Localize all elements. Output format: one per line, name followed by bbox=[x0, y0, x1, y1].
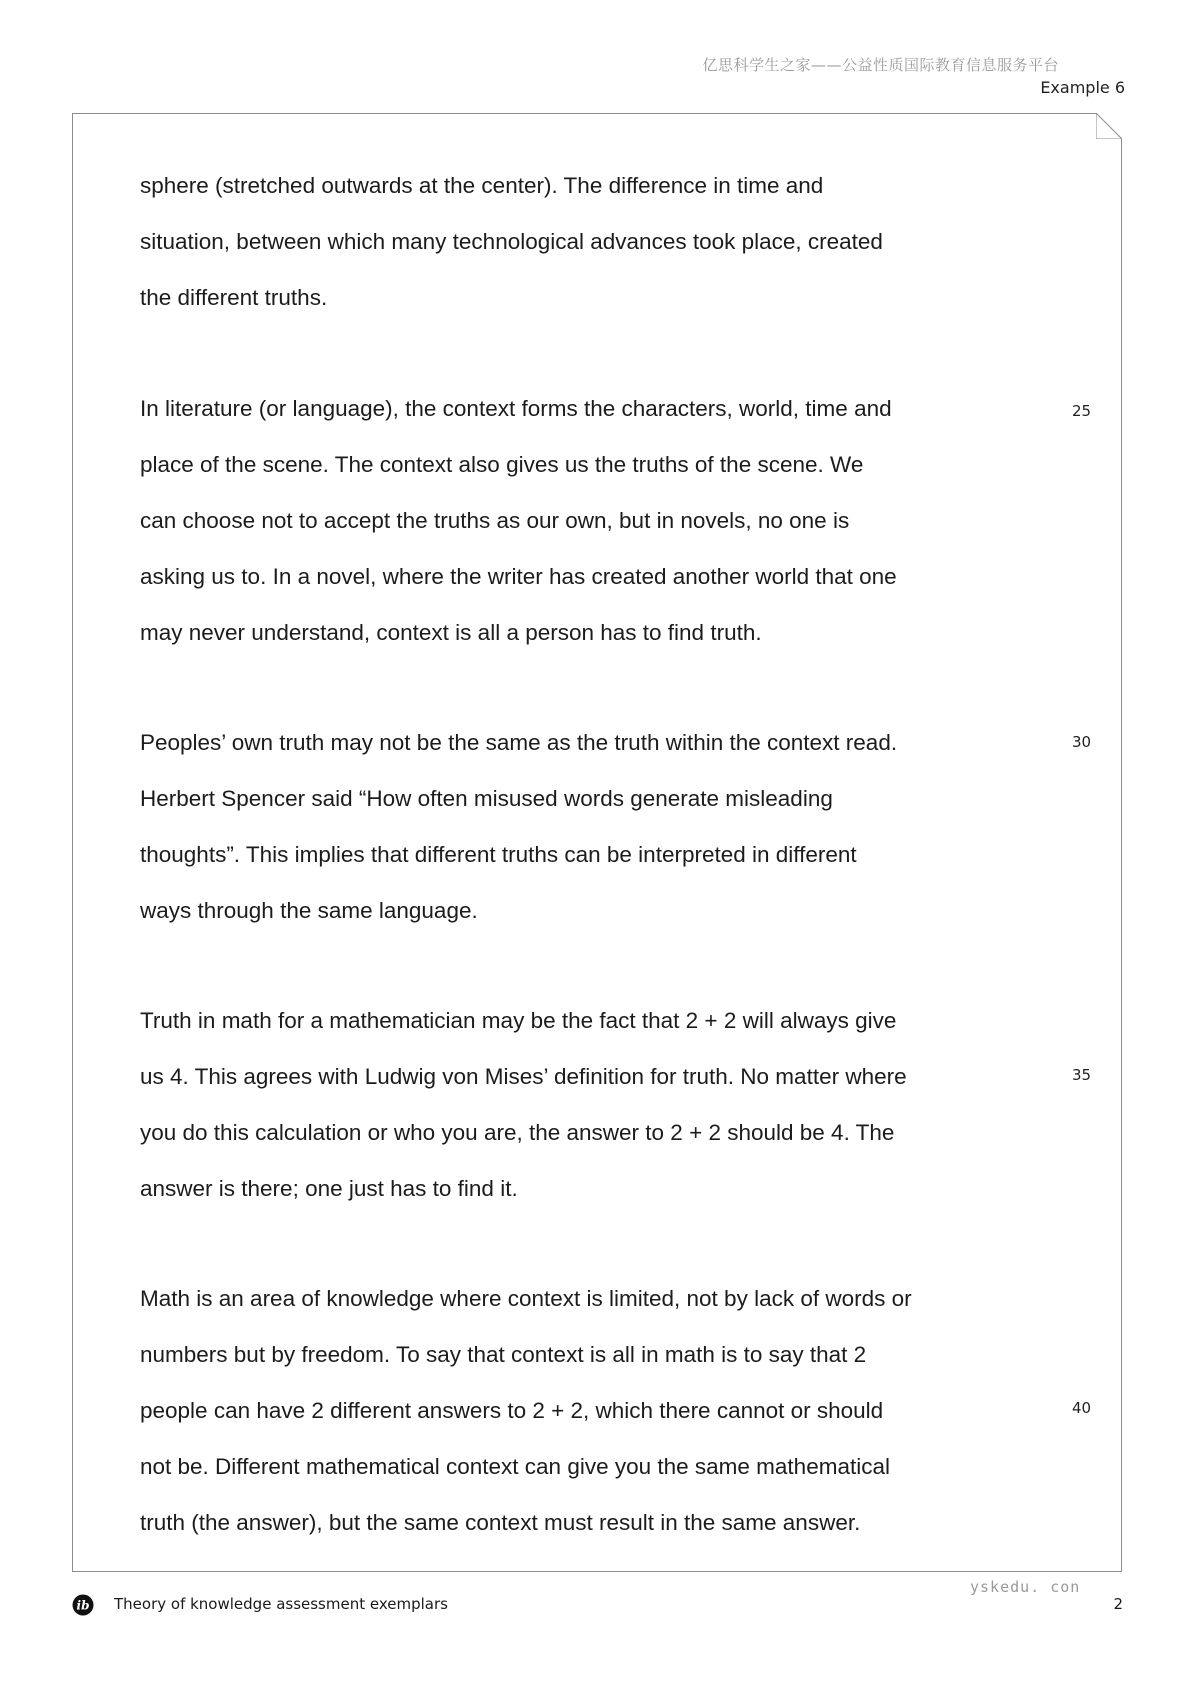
text-line: thoughts”. This implies that different truths can be interpreted in different bbox=[140, 842, 857, 867]
paragraph-2 bbox=[140, 381, 1000, 661]
text-line: place of the scene. The context also gives us the truths of the scene. We bbox=[140, 452, 864, 477]
text-line: may never understand, context is all a person has to find truth. bbox=[140, 620, 762, 645]
example-label: Example 6 bbox=[1040, 78, 1125, 97]
margin-line-number: 35 bbox=[1072, 1066, 1092, 1084]
paragraph-5 bbox=[140, 1271, 1000, 1551]
text-line: Peoples’ own truth may not be the same as the truth within the context read. bbox=[140, 730, 898, 755]
text-line: truth (the answer), but the same context must result in the same answer. bbox=[140, 1510, 861, 1535]
footer-title: Theory of knowledge assessment exemplars bbox=[114, 1595, 448, 1613]
margin-line-number: 40 bbox=[1072, 1399, 1092, 1417]
text-line: can choose not to accept the truths as our own, but in novels, no one is bbox=[140, 508, 850, 533]
text-line: you do this calculation or who you are, the answer to 2 + 2 should be 4. The bbox=[140, 1120, 895, 1145]
text-line: us 4. This agrees with Ludwig von Mises’ definition for truth. No matter where bbox=[140, 1064, 907, 1089]
ib-logo-icon bbox=[72, 1594, 94, 1616]
svg-text:ib: ib bbox=[76, 1598, 90, 1613]
text-line: ways through the same language. bbox=[140, 898, 478, 923]
page-number: 2 bbox=[1113, 1595, 1123, 1613]
margin-line-number: 25 bbox=[1072, 402, 1092, 420]
text-line: Herbert Spencer said “How often misused words generate misleading bbox=[140, 786, 833, 811]
text-line: Math is an area of knowledge where context is limited, not by lack of words or bbox=[140, 1286, 912, 1311]
text-line: asking us to. In a novel, where the writer has created another world that one bbox=[140, 564, 897, 589]
header-watermark: 亿思科学生之家——公益性质国际教育信息服务平台 bbox=[702, 56, 1059, 74]
text-line: numbers but by freedom. To say that context is all in math is to say that 2 bbox=[140, 1342, 867, 1367]
text-line: people can have 2 different answers to 2 + 2, which there cannot or should bbox=[140, 1398, 884, 1423]
paragraph-1 bbox=[140, 158, 1000, 326]
text-line: not be. Different mathematical context can give you the same mathematical bbox=[140, 1454, 890, 1479]
text-line: sphere (stretched outwards at the center). The difference in time and bbox=[140, 173, 824, 198]
page-fold-icon bbox=[1096, 113, 1122, 139]
margin-line-number: 30 bbox=[1072, 733, 1092, 751]
text-line: the different truths. bbox=[140, 285, 328, 310]
paragraph-3 bbox=[140, 715, 1000, 939]
paragraph-4 bbox=[140, 993, 1000, 1217]
text-line: situation, between which many technological advances took place, created bbox=[140, 229, 883, 254]
footer-watermark: yskedu. con bbox=[970, 1578, 1081, 1596]
text-line: Truth in math for a mathematician may be the fact that 2 + 2 will always give bbox=[140, 1008, 897, 1033]
text-line: answer is there; one just has to find it. bbox=[140, 1176, 518, 1201]
text-line: In literature (or language), the context forms the characters, world, time and bbox=[140, 396, 892, 421]
